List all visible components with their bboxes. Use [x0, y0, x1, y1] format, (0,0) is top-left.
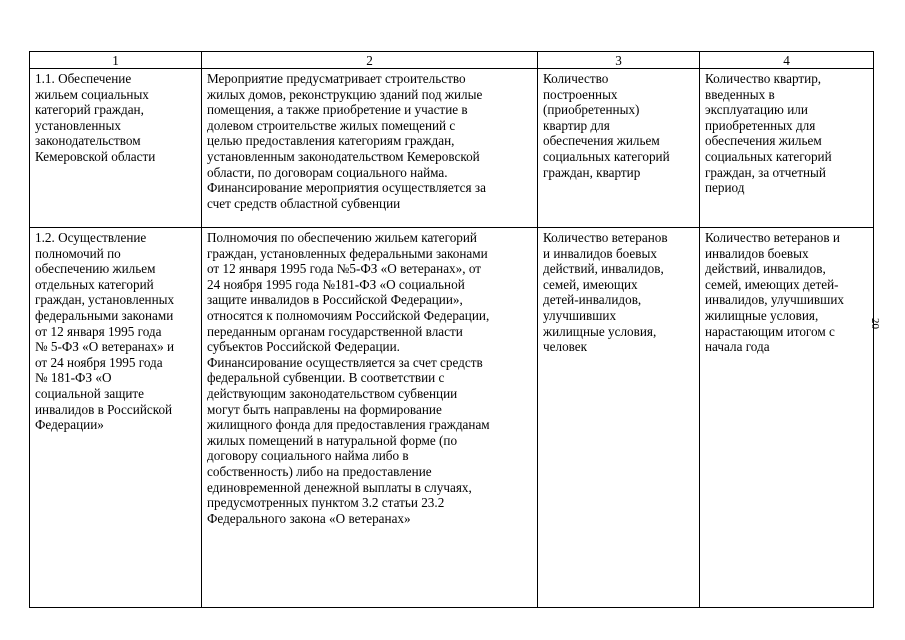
column-header-3: 3: [538, 52, 700, 69]
column-header-4: 4: [700, 52, 874, 69]
page-number: 20: [869, 318, 881, 329]
row-1-measure: 1.1. Обеспечение жильем социальных категорий граждан, установленных законодательством Кемеровской области: [30, 69, 202, 228]
header-row: [30, 52, 874, 69]
table-row: [30, 69, 874, 228]
row-2-description: Полномочия по обеспечению жильем категорий граждан, установленных федеральными законами от 12 января 1995 года №5-ФЗ «О ветеранах», от 24 ноября 1995 года №181-ФЗ «О социальной защите инвалидов в Российской Федерации», относятся к полномочиям Российской Федерации, переданным органам государственной власти субъектов Российской Федерации. Финансирование осуществляется за счет средств федеральной субвенции. В соответствии с действующим законодательством субвенции могут быть направлены на формирование жилищного фонда для предоставления гражданам жилых помещений в натуральной форме (по договору социального найма либо в собственность) либо на предоставление единовременной денежной выплаты в случаях, предусмотренных пунктом 3.2 статьи 23.2 Федерального закона «О ветеранах»: [202, 228, 538, 608]
document-table: [29, 51, 874, 608]
row-2-measure: 1.2. Осуществление полномочий по обеспечению жильем отдельных категорий граждан, установленных федеральными законами от 12 января 1995 года № 5-ФЗ «О ветеранах» и от 24 ноября 1995 года № 181-ФЗ «О социальной защите инвалидов в Российской Федерации»: [30, 228, 202, 608]
row-2-calculation: Количество ветеранов и инвалидов боевых действий, инвалидов, семей, имеющих детей- инвалидов, улучшивших жилищные условия, нарастающим итогом с начала года: [700, 228, 874, 608]
row-1-indicator: Количество построенных (приобретенных) квартир для обеспечения жильем социальных категорий граждан, квартир: [538, 69, 700, 228]
table-row: [30, 228, 874, 608]
row-2-indicator: Количество ветеранов и инвалидов боевых действий, инвалидов, семей, имеющих детей-инвалидов, улучшивших жилищные условия, человек: [538, 228, 700, 608]
row-1-calculation: Количество квартир, введенных в эксплуатацию или приобретенных для обеспечения жильем социальных категорий граждан, за отчетный период: [700, 69, 874, 228]
column-header-1: 1: [30, 52, 202, 69]
row-1-description: Мероприятие предусматривает строительство жилых домов, реконструкцию зданий под жилые помещения, а также приобретение и участие в долевом строительстве жилых помещений с целью предоставления категориям граждан, установленным законодательством Кемеровской области, по договорам социального найма. Финансирование мероприятия осуществляется за счет средств областной субвенции: [202, 69, 538, 228]
column-header-2: 2: [202, 52, 538, 69]
